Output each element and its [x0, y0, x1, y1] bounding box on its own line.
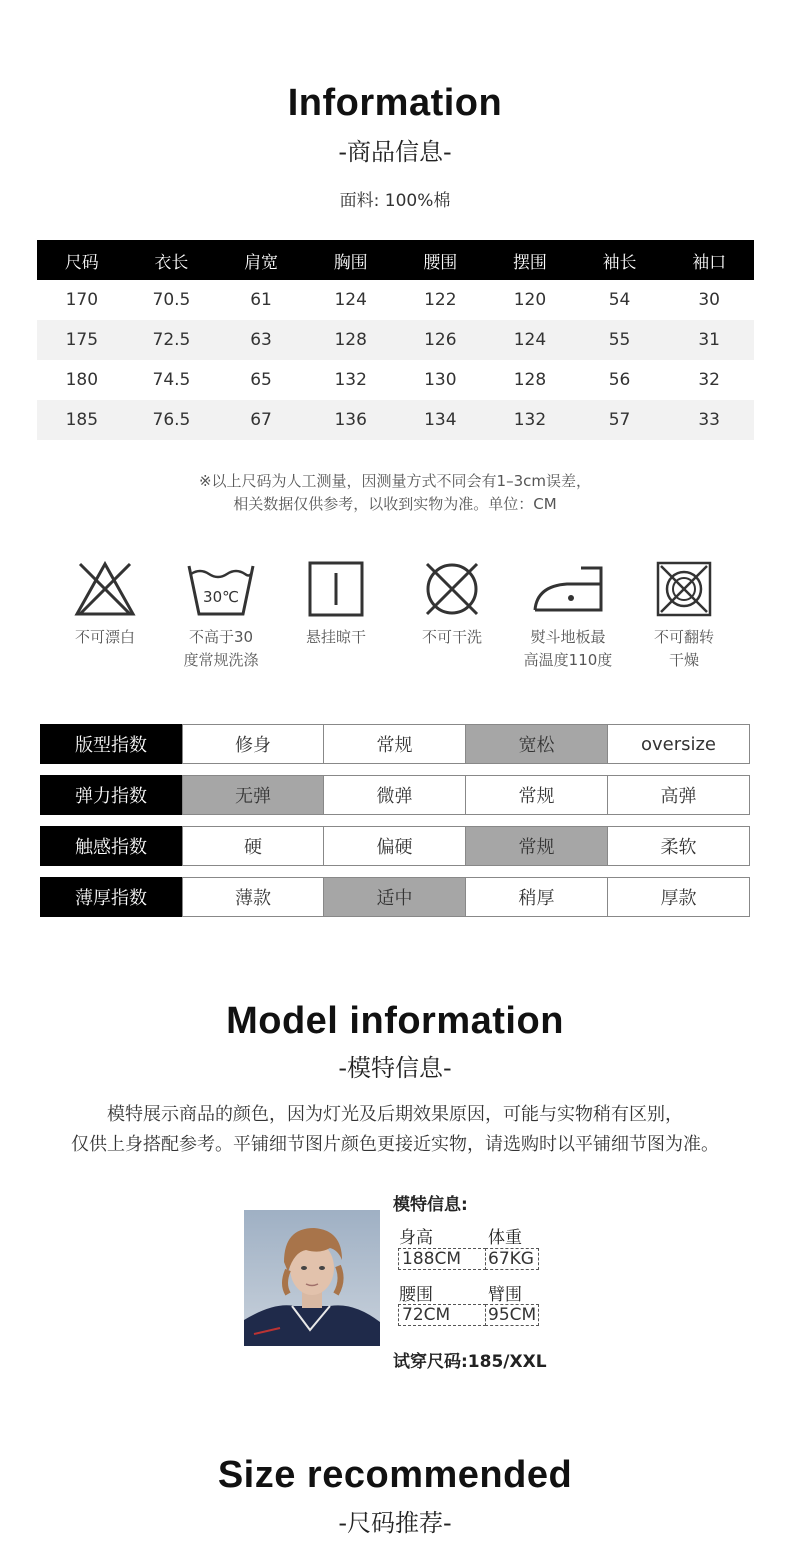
fit-index-row	[40, 724, 750, 764]
index-name: 弹力指数	[40, 775, 182, 815]
header-cell: 腰围	[396, 240, 486, 280]
waist-value-box	[398, 1304, 486, 1326]
desc-line: 模特展示商品的颜色，因为灯光及后期效果原因，可能与实物稍有区别，	[107, 1104, 683, 1125]
no-bleach-icon	[74, 560, 136, 618]
index-option: 无弹	[182, 775, 324, 815]
try-size: 试穿尺码:185/XXL	[393, 1352, 547, 1372]
index-option: 高弹	[608, 775, 750, 815]
care-item	[40, 560, 170, 649]
header-cell: 肩宽	[216, 240, 306, 280]
table-cell: 130	[424, 370, 457, 390]
weight-value: 67KG	[488, 1249, 534, 1269]
table-cell: 67	[216, 400, 306, 440]
table-cell: 70.5	[152, 290, 191, 310]
table-row	[37, 360, 754, 400]
table-cell: 185	[37, 400, 127, 440]
table-cell: 56	[608, 370, 631, 390]
table-cell: 126	[396, 320, 486, 360]
info-title: Information	[287, 82, 503, 124]
table-row	[37, 320, 754, 360]
index-option: 修身	[182, 724, 324, 764]
table-cell: 72.5	[127, 320, 217, 360]
care-item	[156, 560, 286, 672]
index-name: 版型指数	[40, 724, 182, 764]
index-option: 稍厚	[466, 877, 608, 917]
care-label: 不高于30	[188, 628, 254, 646]
table-cell: 170	[65, 290, 99, 310]
table-cell: 65	[250, 370, 272, 390]
care-item	[387, 560, 517, 649]
index-option: 常规	[324, 724, 466, 764]
care-label: 熨斗地板最	[530, 628, 606, 646]
waist-value: 72CM	[402, 1305, 451, 1325]
model-photo	[244, 1210, 380, 1346]
table-cell: 30	[698, 290, 720, 310]
header-cell: 袖口	[664, 240, 754, 280]
index-option: 微弹	[324, 775, 466, 815]
table-cell: 128	[306, 320, 396, 360]
model-title: Model information	[226, 1000, 564, 1042]
care-label: 不可漂白	[74, 628, 135, 646]
arm-value-box	[485, 1304, 539, 1326]
fabric-text: 面料: 100%棉	[339, 191, 451, 211]
height-value-box	[398, 1248, 486, 1270]
table-cell: 61	[250, 290, 272, 310]
waist-label: 腰围	[399, 1285, 433, 1305]
care-item	[619, 560, 749, 672]
index-option: 柔软	[608, 826, 750, 866]
table-cell: 180	[65, 370, 99, 390]
info-subtitle: -商品信息-	[338, 138, 452, 166]
iron-icon	[531, 560, 605, 618]
care-label: 干燥	[668, 651, 699, 669]
table-cell: 124	[334, 290, 367, 310]
table-cell: 63	[216, 320, 306, 360]
no-dry-clean-icon	[423, 560, 481, 618]
care-label: 不可翻转	[653, 628, 714, 646]
table-cell: 55	[575, 320, 665, 360]
index-option: 薄款	[182, 877, 324, 917]
height-value: 188CM	[402, 1249, 461, 1269]
recommend-title: Size recommended	[217, 1454, 573, 1496]
header-cell: 尺码	[37, 240, 127, 280]
index-name: 触感指数	[40, 826, 182, 866]
table-cell: 31	[664, 320, 754, 360]
care-item	[271, 560, 401, 649]
table-cell: 76.5	[127, 400, 217, 440]
no-tumble-dry-icon	[655, 560, 713, 618]
weight-label: 体重	[488, 1228, 522, 1248]
table-cell: 122	[424, 290, 457, 310]
wash-30-icon	[186, 560, 256, 618]
model-subtitle: -模特信息-	[338, 1054, 452, 1082]
table-cell: 54	[608, 290, 631, 310]
header-cell: 胸围	[306, 240, 396, 280]
elasticity-index-row	[40, 775, 750, 815]
table-cell: 57	[575, 400, 665, 440]
arm-value: 95CM	[488, 1305, 537, 1325]
table-cell: 74.5	[152, 370, 191, 390]
header-cell: 衣长	[127, 240, 217, 280]
table-cell: 134	[396, 400, 486, 440]
table-row	[37, 280, 754, 320]
table-cell: 124	[485, 320, 575, 360]
header-cell: 袖长	[575, 240, 665, 280]
care-item	[503, 560, 633, 672]
table-cell: 33	[664, 400, 754, 440]
care-label: 度常规洗涤	[183, 651, 259, 669]
model-description	[0, 1100, 790, 1160]
recommend-subtitle: -尺码推荐-	[338, 1509, 452, 1537]
index-option: 适中	[324, 877, 466, 917]
care-label: 不可干洗	[421, 628, 482, 646]
size-table-header	[37, 240, 754, 280]
measurement-note	[0, 470, 790, 516]
table-cell: 175	[37, 320, 127, 360]
index-option: 常规	[466, 775, 608, 815]
table-cell: 132	[485, 400, 575, 440]
table-cell: 132	[334, 370, 367, 390]
index-option: 常规	[466, 826, 608, 866]
table-cell: 136	[306, 400, 396, 440]
index-option: 厚款	[608, 877, 750, 917]
model-info-label: 模特信息:	[393, 1195, 468, 1215]
care-label: 高温度110度	[523, 651, 613, 669]
arm-label: 臂围	[488, 1285, 522, 1305]
header-cell: 摆围	[485, 240, 575, 280]
care-label: 悬挂晾干	[305, 628, 366, 646]
table-row	[37, 400, 754, 440]
wash-temp: 30℃	[203, 588, 239, 606]
weight-value-box	[485, 1248, 539, 1270]
height-label: 身高	[399, 1228, 433, 1248]
index-option: 偏硬	[324, 826, 466, 866]
hang-dry-icon	[307, 560, 365, 618]
note-line: 相关数据仅供参考，以收到实物为准。单位：CM	[233, 495, 557, 513]
desc-line: 仅供上身搭配参考。平铺细节图片颜色更接近实物，请选购时以平铺细节图为准。	[71, 1134, 719, 1155]
index-option: oversize	[608, 724, 750, 764]
size-table	[37, 240, 754, 440]
table-cell: 32	[698, 370, 720, 390]
index-option: 硬	[182, 826, 324, 866]
touch-index-row	[40, 826, 750, 866]
thickness-index-row	[40, 877, 750, 917]
index-name: 薄厚指数	[40, 877, 182, 917]
table-cell: 128	[513, 370, 547, 390]
table-cell: 120	[513, 290, 547, 310]
index-option: 宽松	[466, 724, 608, 764]
note-line: ※以上尺码为人工测量，因测量方式不同会有1–3cm误差，	[198, 472, 592, 490]
